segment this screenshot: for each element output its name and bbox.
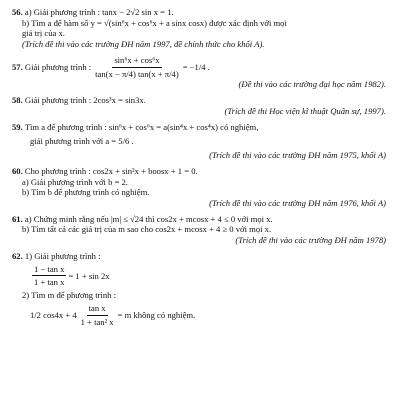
problem-61-source: (Trích đề thi vào các trường ĐH năm 1978) bbox=[235, 235, 386, 246]
problem-59-text1: Tìm a để phương trình : sin⁶x + cos⁶x = a(sin⁴x + cos⁴x) có nghiệm, bbox=[24, 121, 259, 132]
equation-rhs: = 1 + sin 2x bbox=[68, 270, 110, 281]
problem-61-part-b: b) Tìm tất cả các giá trị của m sao cho cos2x + mcosx + 4 ≥ 0 với mọi x. bbox=[22, 224, 272, 235]
problem-56-source: (Trích đề thi vào các trường ĐH năm 1997, đề chính thức cho khối A). bbox=[22, 39, 265, 50]
fraction bbox=[79, 303, 116, 327]
problem-58 bbox=[12, 95, 390, 116]
problem-60 bbox=[12, 166, 390, 209]
problem-60-source: (Trích đề thi vào các trường ĐH năm 1976, khối A) bbox=[209, 198, 386, 209]
problem-57-rhs: = −1/4 . bbox=[182, 61, 210, 72]
problem-number: 62. bbox=[12, 250, 23, 261]
problem-58-text: Giải phương trình : 2cos³x = sin3x. bbox=[24, 95, 146, 106]
problem-number: 56. bbox=[12, 7, 23, 17]
problem-62-part-1: 1) Giải phương trình : bbox=[24, 250, 101, 261]
problem-59-source: (Trích đề thi vào các trường ĐH năm 1975, khối A) bbox=[209, 150, 386, 161]
problem-number: 61. bbox=[12, 213, 23, 224]
problem-number: 60. bbox=[12, 165, 23, 176]
fraction-numerator: sin⁶x + cos⁶x bbox=[112, 55, 161, 68]
problem-62 bbox=[12, 251, 390, 327]
problem-59-text2: giải phương trình với a = 5/6 . bbox=[30, 136, 134, 147]
problem-56 bbox=[12, 7, 390, 50]
fraction-denominator: tan(x − π/4) tan(x + π/4) bbox=[95, 68, 179, 79]
problem-62-part-2: 2) Tìm m để phương trình : bbox=[22, 290, 117, 301]
equation-lhs: 1/2 cos4x + 4 bbox=[30, 309, 77, 320]
problem-62-equation-1 bbox=[12, 264, 390, 288]
problem-61 bbox=[12, 214, 390, 246]
fraction-denominator: 1 + tan x bbox=[34, 277, 65, 288]
problem-number: 58. bbox=[12, 95, 23, 106]
problem-number: 59. bbox=[12, 121, 23, 132]
problem-57-fraction bbox=[93, 55, 181, 79]
equation-rhs: = m không có nghiệm. bbox=[117, 309, 196, 320]
problem-59 bbox=[12, 122, 390, 161]
problem-57 bbox=[12, 55, 390, 90]
problem-60-text: Cho phương trình : cos2x + sin²x + boosx + 1 = 0. bbox=[24, 165, 198, 176]
problem-57-source: (Đề thi vào các trường đại học năm 1982). bbox=[238, 79, 386, 90]
problem-58-source: (Trích đề thi Học viện kĩ thuật Quân sự, 1997). bbox=[224, 105, 386, 116]
problem-57-lead: Giải phương trình : bbox=[24, 61, 92, 72]
problem-60-part-b: b) Tìm b để phương trình có nghiệm. bbox=[22, 187, 150, 198]
fraction-numerator: 1 − tan x bbox=[32, 264, 66, 277]
problem-62-equation-2 bbox=[12, 303, 390, 327]
problem-56-part-b-line1: b) Tìm a để hàm số y = √(sin⁶x + cos⁶x + a sinx cosx) được xác định với mọi bbox=[22, 17, 287, 28]
problem-56-part-a: a) Giải phương trình : tanx − 2√2 sin x = 1. bbox=[24, 7, 174, 17]
problem-56-part-b-line2: giá trị của x. bbox=[22, 28, 65, 39]
problem-61-part-a: a) Chứng minh rằng nếu |m| ≤ √24 thì cos2x + mcosx + 4 ≤ 0 với mọi x. bbox=[24, 213, 273, 224]
fraction-numerator: tan x bbox=[87, 303, 108, 316]
problem-60-part-a: a) Giải phương trình với b = 2. bbox=[22, 176, 128, 187]
fraction bbox=[32, 264, 66, 288]
fraction-denominator: 1 + tan² x bbox=[80, 316, 114, 327]
problem-number: 57. bbox=[12, 61, 23, 72]
